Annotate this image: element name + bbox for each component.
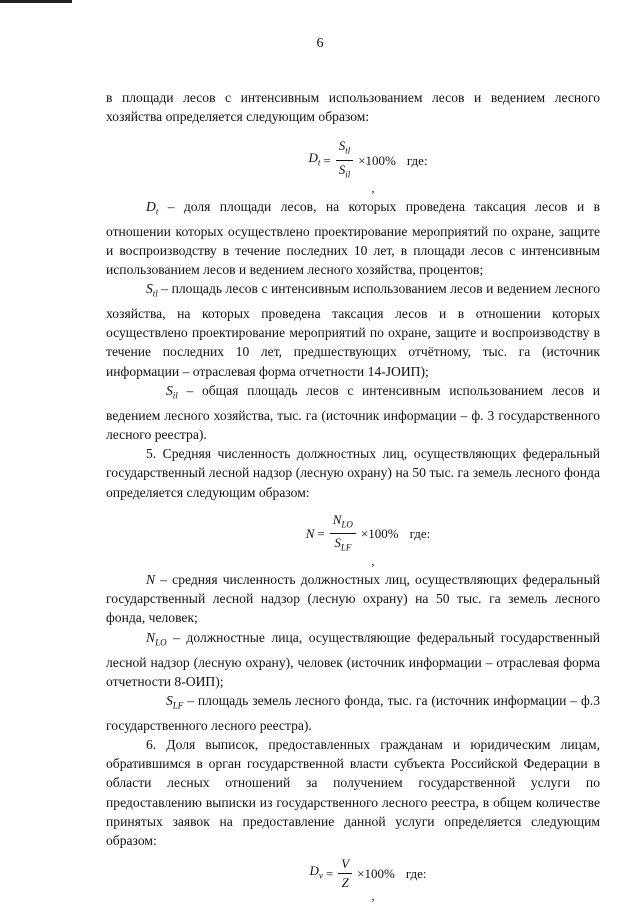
paragraph-item-6: 6. Доля выписок, предоставленных гражданам и юридическим лицам, обратившимся в орган государственной власти субъекта Российской Федерации в области лесных отношений за получением государственной услуги по предоставлению выписки из государственного лесного реестра, в общем количестве принятых заявок на предоставление данной услуги определяется следующим образом:	[106, 737, 600, 849]
formula-fraction: $\frac{S_{tl}}{S_{il}}$	[336, 138, 354, 182]
document-body	[106, 88, 600, 903]
formula-dv: $D_v$ = $\frac{V}{Z}$ ×100% где:	[309, 856, 427, 891]
formula-comma: ,	[371, 180, 375, 195]
formula-comma: ,	[371, 889, 375, 904]
paragraph-intro: в площади лесов с интенсивным использованием лесов и ведением лесного хозяйства определяется следующим образом:	[106, 90, 600, 125]
definition-nlo: $N_{LO}$ – должностные лица, осуществляющие федеральный государственный лесной надзор (лесную охрану), человек (источник информации – отраслевая форма отчетности 8-ОИП);	[106, 629, 600, 689]
definition-dt: $D_t$ – доля площади лесов, на которых проведена таксация лесов и в отношении которых осуществлено проектирование мероприятий по охране, защите и воспроизводству в течение последних 10 лет, в площади лесов с интенсивным использованием лесов и ведением лесного хозяйства, процентов;	[106, 198, 600, 277]
paragraph-item-5: 5. Средняя численность должностных лиц, осуществляющих федеральный государственный лесной надзор (лесную охрану) на 50 тыс. га земель лесного фонда определяется следующим образом:	[106, 446, 600, 500]
scan-edge-mark	[0, 0, 72, 3]
formula-fraction: $\frac{V}{Z}$	[338, 856, 352, 891]
formula-fraction: $\frac{N_{LO}}{S_{LF}}$	[330, 512, 356, 556]
definition-sil: $S_{il}$ – общая площадь лесов с интенсивным использованием лесов и ведением лесного хозяйства, тыс. га (источник информации – ф. 3 государственного лесного реестра).	[106, 382, 600, 442]
definition-n: N – средняя численность должностных лиц, осуществляющих федеральный государственный лесной надзор (лесную охрану) на 50 тыс. га земель лесного фонда, человек;	[106, 571, 600, 626]
formula-n: N = $\frac{N_{LO}}{S_{LF}}$ ×100% где:	[136, 512, 600, 556]
formula-dt: $D_t$ = $\frac{S_{tl}}{S_{il}}$ ×100% где:	[136, 138, 600, 182]
definition-stl: $S_{tl}$ – площадь лесов с интенсивным использованием лесов и ведением лесного хозяйства, на которых проведена таксация лесов и в отношении которых осуществлено проектирование мероприятий по охране, защите и воспроизводству в течение последних 10 лет, предшествующих отчётному, тыс. га (источник информации – отраслевая форма отчетности 14-ЈОИП);	[106, 281, 600, 379]
page-number: 6	[316, 36, 324, 51]
formula-comma: ,	[371, 553, 375, 568]
definition-slf: $S_{LF}$ – площадь земель лесного фонда, тыс. га (источник информации – ф.3 государственного лесного реестра).	[106, 692, 600, 733]
formula-lhs: $D_t$	[308, 150, 321, 168]
